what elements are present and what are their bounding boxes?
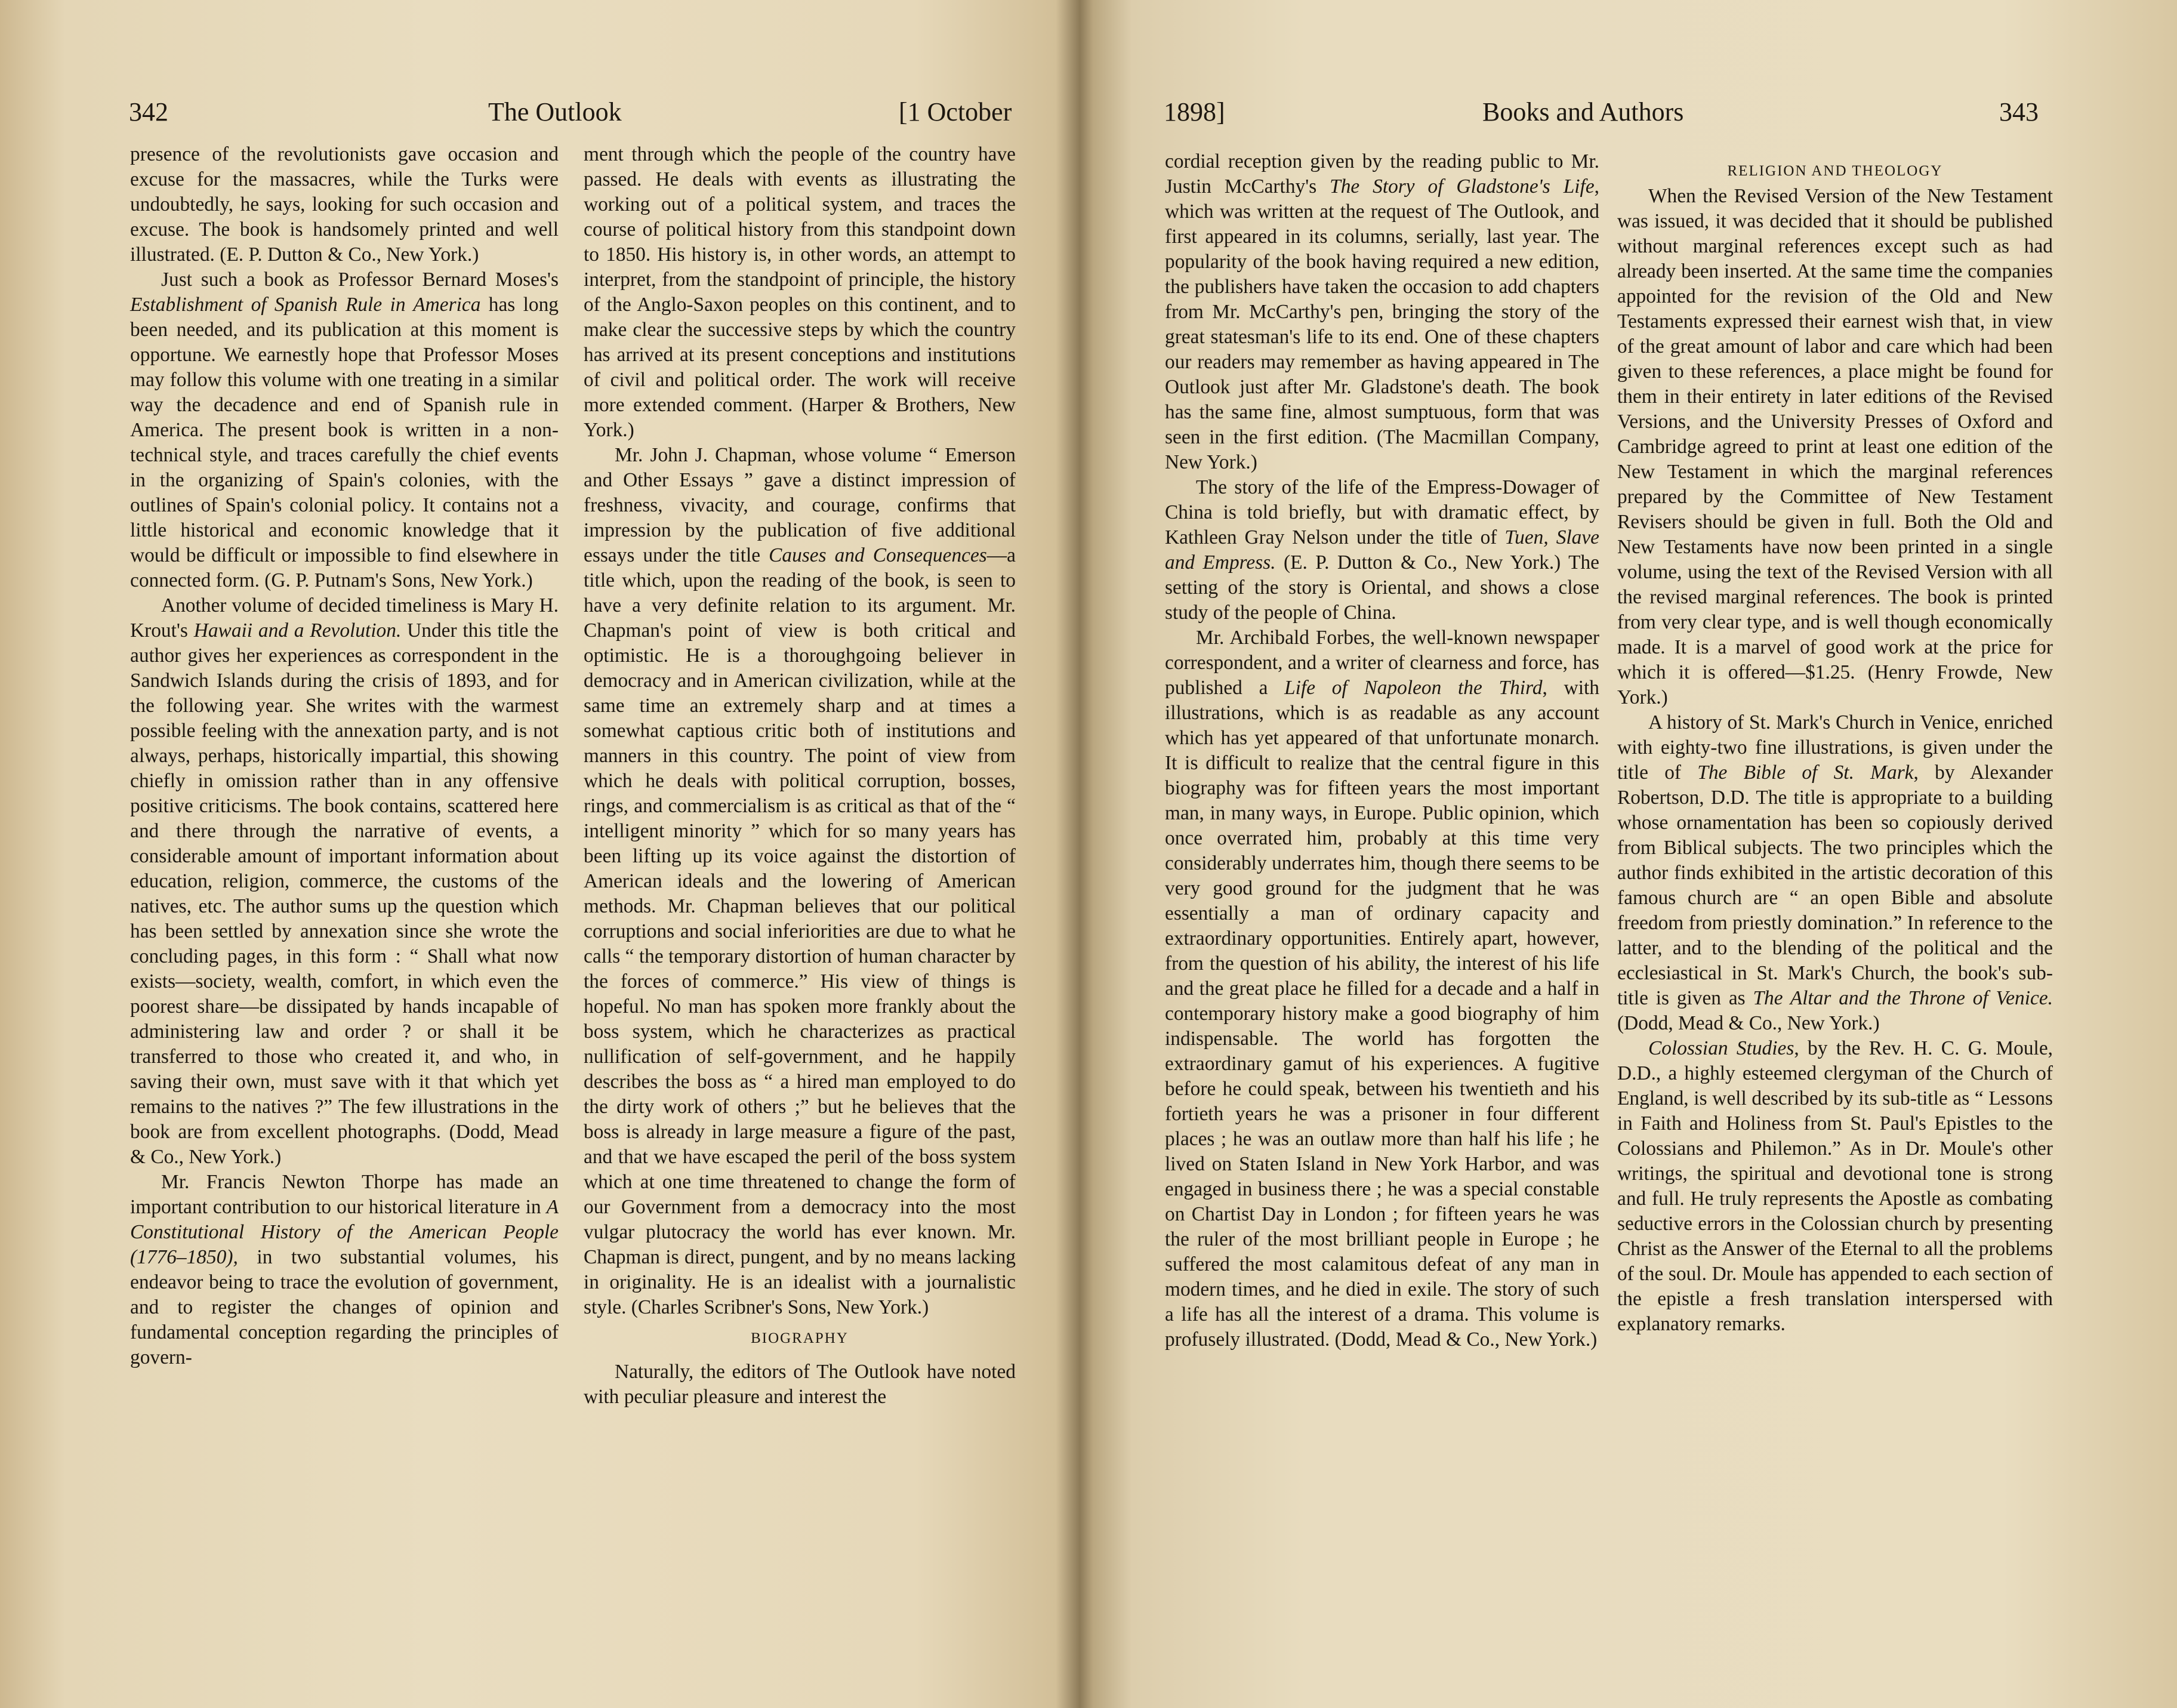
text-run: in two substantial volumes, his endeavor being to trace the evolution of government, and to register the changes of opinion and fundamental conception regarding the principles of govern-	[130, 1246, 559, 1368]
paragraph	[584, 443, 1016, 1320]
paragraph	[584, 142, 1016, 443]
text-run: , by the Rev. H. C. G. Moule, D.D., a highly esteemed clergyman of the Church of England, is well described by its sub-title as “ Lessons in Faith and Holiness from St. Paul's Epistles to the Colossians and Philemon.” As in Dr. Moule's other writings, the spiritual and devotional tone is strong and full. He truly represents the Apostle as combating seductive errors in the Colossian church by presenting Christ as the Answer of the Eternal to all the problems of the soul. Dr. Moule has appended to each section of the epistle a fresh translation interspersed with explanatory remarks.	[1617, 1037, 2053, 1335]
text-run: Under this title the author gives her experiences as correspondent in the Sandwich Islands during the crisis of 1893, and for the following year. She writes with the warmest possible feeling with the annexation party, and is not always, perhaps, historically impartial, this showing chiefly in omission rather than in any offensive positive criticisms. The book contains, scattered here and there through the narrative of events, a considerable amount of important information about education, religion, commerce, the customs of the natives, etc. The author sums up the question which has been settled by annexation since she wrote the concluding pages, in this form : “ Shall what now exists—society, wealth, comfort, in which even the poorest share—be dissipated by hands incapable of administering law and order ? or shall it be transferred to those who created it, and who, in saving their own, must save with it that which yet remains to the natives ?” The few illustrations in the book are from excellent photographs. (Dodd, Mead & Co., New York.)	[130, 619, 559, 1168]
text-run: A history of St. Mark's Church in Venice, enriched with eighty-two fine illustrations, is given under the title of	[1617, 711, 2053, 784]
paragraph	[1617, 184, 2053, 710]
paragraph	[1617, 710, 2053, 1036]
text-run: , which was written at the request of The Outlook, and first appeared in its columns, serially, last year. The popularity of the book having required a new edition, the publishers have taken the occasion to add chapters from Mr. McCarthy's pen, bringing the story of the great statesman's life to its end. One of these chapters our readers may remember as having appeared in The Outlook just after Mr. Gladstone's death. The book has the same fine, almost sumptuous, form that was seen in the first edition. (The Macmillan Company, New York.)	[1165, 175, 1599, 473]
text-run: Just such a book as Professor Bernard Moses's	[161, 269, 559, 291]
text-run: ment through which the people of the country have passed. He deals with events as illustrating the working out of a political system, and traces the course of political history from this standpoint down to 1850. His history is, in other words, an attempt to interpret, from the standpoint of principle, the history of the Anglo-Saxon peoples on this continent, and to make clear the successive steps by which the country has arrived at its present conceptions and institutions of civil and political order. The work will receive more extended comment. (Harper & Brothers, New York.)	[584, 143, 1016, 441]
right-column-1	[1165, 149, 1599, 1352]
section-heading: RELIGION AND THEOLOGY	[1727, 163, 1943, 179]
text-run: Another volume of decided timeliness is Mary H. Krout's	[130, 594, 559, 642]
right-page-number: 343	[1999, 97, 2039, 127]
italic-title: The Bible of St. Mark	[1697, 761, 1914, 784]
paragraph	[1165, 475, 1599, 625]
paragraph	[1165, 625, 1599, 1352]
text-run: , with illustrations, which is as readable as any account which has yet appeared of that unfortunate monarch. It is difficult to realize that the central figure in this biography was for fifteen years the most important man, in many ways, in Europe. Public opinion, which once overrated him, probably at this time very considerably underrates him, though there seems to be very good ground for the judgment that he was essentially a man of ordinary capacity and extraordinary opportunities. Entirely apart, however, from the question of his ability, the interest of his life and the great place he filled for a decade and a half in contemporary history make a good biography of him indispensable. The world has forgotten the extraordinary gamut of his experiences. A fugitive before he could speak, between his twentieth and his fortieth years he was a prisoner in four different places ; he was an outlaw more than half his life ; he lived on Staten Island in New York Harbor, and was engaged in business there ; he was a special constable on Chartist Day in London ; for fifteen years he was the ruler of the most brilliant people in Europe ; he suffered the most calamitous defeat of any man in modern times, and he died in exile. The story of such a life has all the interest of a drama. This volume is profusely illustrated. (Dodd, Mead & Co., New York.)	[1165, 677, 1599, 1351]
text-run: —a title which, upon the reading of the book, is seen to have a very definite relation to its argument. Mr. Chapman's point of view is both critical and optimistic. He is a thoroughgoing believer in democracy and in American civilization, while at the same time an extremely sharp and at times a somewhat captious critic both of institutions and manners in this country. The point of view from which he deals with political corruption, bosses, rings, and commercialism is as critical as that of the “ intelligent minority ” which for so many years has been lifting up its voice against the distortion of American ideals and the lowering of American methods. Mr. Chapman believes that our political corruptions and social inferiorities are due to what he calls “ the temporary distortion of human character by the forces of commerce.” His view of things is hopeful. No man has spoken more frankly about the boss system, which he characterizes as practical nullification of self-government, and he happily describes the boss as “ a hired man employed to do the dirty work of others ;” but he believes that the boss is already in large measure a figure of the past, and that we have escaped the peril of the boss system which at one time threatened to change the form of our Government from a democracy into the most vulgar plutocracy the world has ever known. Mr. Chapman is direct, pungent, and by no means lacking in originality. He is an idealist with a journalistic style. (Charles Scribner's Sons, New York.)	[584, 544, 1016, 1318]
text-run: (E. P. Dutton & Co., New York.) The setting of the story is Oriental, and shows a close study of the people of China.	[1165, 551, 1599, 624]
text-run: Mr. John J. Chapman, whose volume “ Emerson and Other Essays ” gave a distinct impression of freshness, vivacity, and courage, confirms that impression by the publication of five additional essays under the title	[584, 444, 1016, 566]
left-running-title: The Outlook	[488, 97, 622, 127]
italic-title: Life of Napoleon the Third	[1284, 677, 1543, 699]
section-heading: BIOGRAPHY	[751, 1330, 849, 1346]
paragraph	[1165, 149, 1599, 475]
right-date-line: 1898]	[1164, 97, 1225, 127]
text-run: The story of the life of the Empress-Dowager of China is told briefly, but with dramatic effect, by Kathleen Gray Nelson under the title of	[1165, 476, 1599, 548]
text-run: cordial reception given by the reading public to Mr. Justin McCarthy's	[1165, 150, 1599, 198]
right-column-2	[1617, 159, 2053, 1337]
left-column-2	[584, 142, 1016, 1410]
italic-title: Establishment of Spanish Rule in America	[130, 294, 481, 316]
text-run: , by Alexander Robertson, D.D. The title is appropriate to a building whose ornamentation has been so copiously derived from Biblical subjects. The two principles which the author finds exhibited in the artistic decoration of this famous church are “ an open Bible and absolute freedom from priestly domination.” In reference to the latter, and to the blending of the political and the ecclesiastical in St. Mark's Church, the book's sub-title is given as	[1617, 761, 2053, 1009]
paragraph	[130, 267, 559, 593]
text-run: When the Revised Version of the New Testament was issued, it was decided that it should be published without marginal references except such as had already been inserted. At the same time the companies appointed for the revision of the Old and New Testaments expressed their earnest wish that, in view of the great amount of labor and care which had been given to these references, a place might be found for them in their entirety in later editions of the Revised Versions, and the University Presses of Oxford and Cambridge agreed to print at least one edition of the New Testament in which the marginal references prepared by the Committee of New Testament Revisers should be given in full. Both the Old and New Testaments have now been printed in a single volume, using the text of the Revised Version with all the revised marginal references. The book is printed from very clear type, and is well though economically made. It is a marvel of good work at the price for which it is offered—$1.25. (Henry Frowde, New York.)	[1617, 185, 2053, 708]
italic-title: Colossian Studies	[1648, 1037, 1794, 1059]
text-run: Naturally, the editors of The Outlook have noted with peculiar pleasure and interest the	[584, 1361, 1016, 1408]
right-running-title: Books and Authors	[1482, 97, 1684, 127]
italic-title: Tuen, Slave and Empress.	[1165, 526, 1599, 574]
italic-title: A Constitutional History of the American People (1776–1850),	[130, 1196, 559, 1268]
paragraph	[1617, 1036, 2053, 1337]
paragraph	[130, 593, 559, 1170]
italic-title: Hawaii and a Revolution.	[193, 619, 402, 642]
left-date-line: [1 October	[899, 97, 1012, 127]
text-run: presence of the revolutionists gave occasion and excuse for the massacres, while the Turks were undoubtedly, he says, looking for such occasion and excuse. The book is handsomely printed and well illustrated. (E. P. Dutton & Co., New York.)	[130, 143, 559, 266]
italic-title: Causes and Consequences	[769, 544, 987, 566]
paragraph	[584, 1359, 1016, 1410]
text-run: (Dodd, Mead & Co., New York.)	[1617, 1012, 1880, 1034]
paragraph	[130, 142, 559, 267]
left-page-number: 342	[129, 97, 168, 127]
text-run: has long been needed, and its publication at this moment is opportune. We earnestly hope that Professor Moses may follow this volume with one treating in a similar way the decadence and end of Spanish rule in America. The present book is written in a non-technical style, and traces carefully the chief events in the organizing of Spain's colonies, with the outlines of Spain's colonial policy. It contains not a little historical and economic knowledge that it would be difficult or impossible to find elsewhere in connected form. (G. P. Putnam's Sons, New York.)	[130, 294, 559, 591]
italic-title: The Story of Gladstone's Life	[1330, 175, 1595, 198]
right-page	[1092, 0, 2177, 1708]
text-run: Mr. Archibald Forbes, the well-known newspaper correspondent, and a writer of clearness and force, has published a	[1165, 627, 1599, 699]
italic-title: The Altar and the Throne of Venice.	[1753, 987, 2053, 1009]
right-running-head	[1092, 88, 2177, 136]
left-running-head	[0, 88, 1086, 136]
paragraph	[130, 1170, 559, 1370]
left-page	[0, 0, 1086, 1708]
left-column-1	[130, 142, 559, 1370]
text-run: Mr. Francis Newton Thorpe has made an important contribution to our historical literature in	[130, 1171, 559, 1218]
